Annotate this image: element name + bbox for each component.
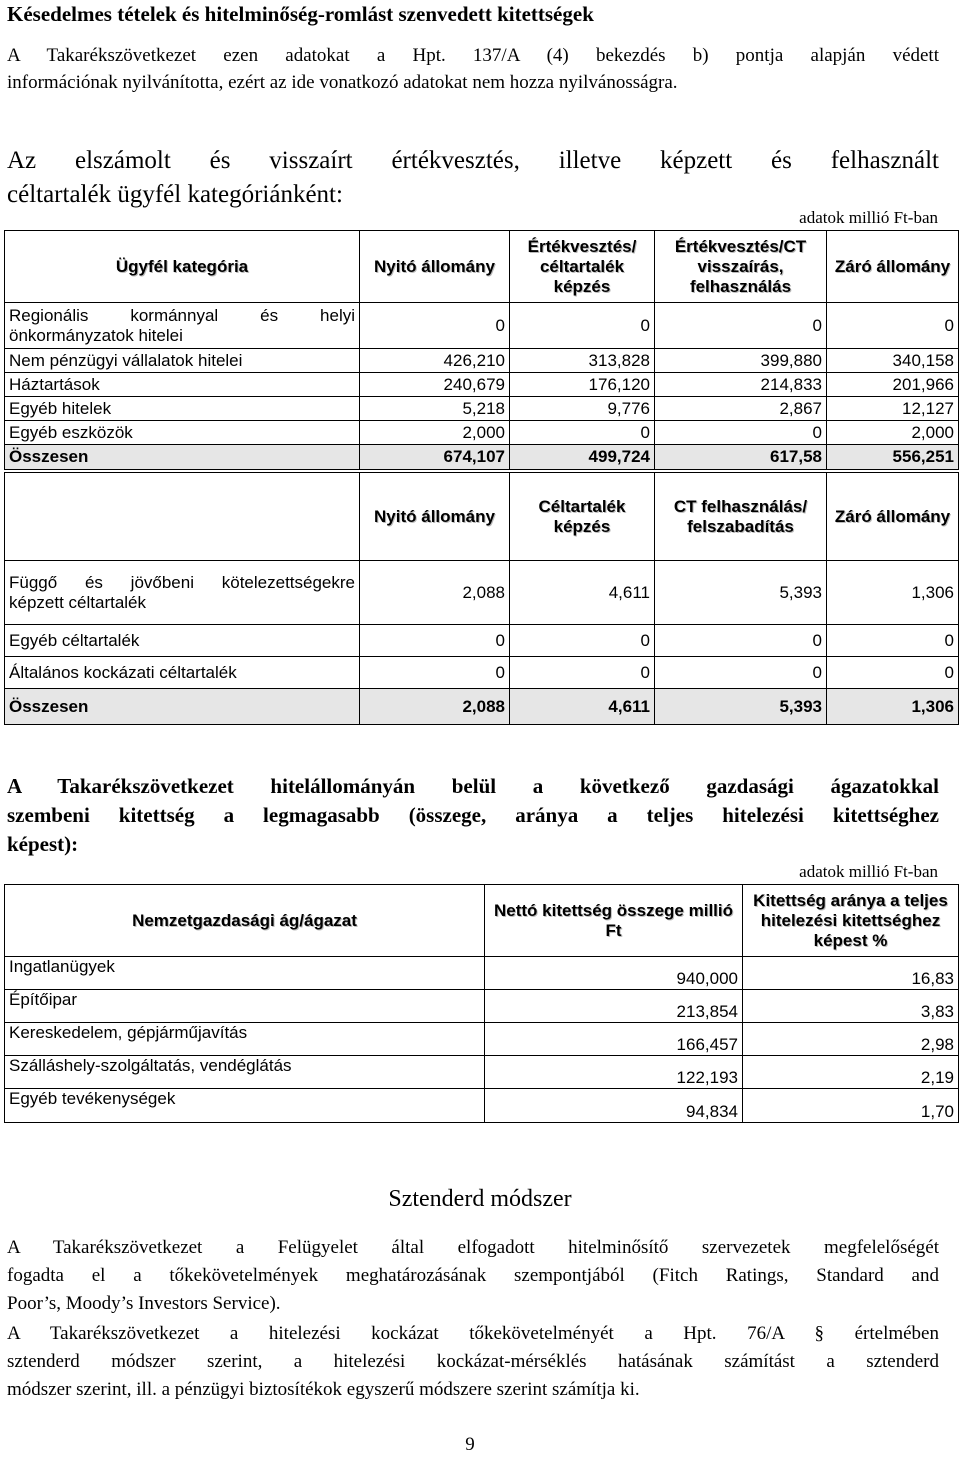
table-row [5,421,959,445]
row-label: Összesen [5,445,360,470]
table-row [5,957,959,990]
heading-line: szembeni kitettség a legmagasabb (összege, aránya a teljes hitelezési kitettséghez [7,803,939,827]
header-empty [5,473,360,561]
row-label: Egyéb tevékenységek [5,1089,485,1123]
heading-line: képest): [7,832,79,856]
cell-opening: 2,000 [360,421,510,445]
cell-net-exposure: 213,854 [485,990,743,1023]
cell-creation: 4,611 [510,561,655,625]
cell-creation: 0 [510,625,655,657]
paragraph-line: fogadta el a tőkekövetelmények meghatározásának szempontjából (Fitch Ratings, Standard and [7,1265,939,1286]
cell-creation: 0 [510,657,655,689]
table-row [5,657,959,689]
cell-release: 0 [655,657,827,689]
cell-closing: 201,966 [827,373,959,397]
cell-reversal: 0 [655,303,827,349]
label-line: képzett céltartalék [9,592,147,612]
row-label: Egyéb céltartalék [5,625,360,657]
row-label: Összesen [5,689,360,725]
table-row [5,1089,959,1123]
cell-closing: 340,158 [827,349,959,373]
cell-ratio: 1,70 [743,1089,959,1123]
cell-reversal: 0 [655,421,827,445]
total-row [5,689,959,725]
table-row [5,990,959,1023]
cell-closing: 2,000 [827,421,959,445]
row-label: Kereskedelem, gépjárműjavítás [5,1023,485,1056]
header-client-category: Ügyfél kategória [5,231,360,303]
cell-ratio: 3,83 [743,990,959,1023]
unit-note: adatok millió Ft-ban [799,862,938,881]
rating-agencies-paragraph [7,1234,939,1318]
cell-creation: 0 [510,303,655,349]
cell-net-exposure: 94,834 [485,1089,743,1123]
cell-reversal: 214,833 [655,373,827,397]
paragraph-line: A Takarékszövetkezet a hitelezési kockázat tőkekövetelményét a Hpt. 76/A § értelmében [7,1323,939,1344]
row-label: Építőipar [5,990,485,1023]
table-row [5,349,959,373]
row-label [5,303,360,349]
cell-closing: 0 [827,625,959,657]
heading-line: Az elszámolt és visszaírt értékvesztés, illetve képzett és felhasznált [7,147,939,174]
protected-info-paragraph [7,42,939,96]
row-label: Ingatlanügyek [5,957,485,990]
provision-table [4,472,959,725]
cell-opening: 0 [360,303,510,349]
cell-closing: 0 [827,303,959,349]
cell-net-exposure: 940,000 [485,957,743,990]
cell-creation: 313,828 [510,349,655,373]
header-closing: Záró állomány [827,473,959,561]
table-row [5,1056,959,1089]
cell-opening: 2,088 [360,561,510,625]
sector-exposure-heading [7,772,939,859]
table-row [5,561,959,625]
cell-closing: 556,251 [827,445,959,470]
table-row [5,1023,959,1056]
label-line: Függő és jövőbeni kötelezettségekre [9,572,355,592]
header-impairment-creation: Értékvesztés/ céltartalék képzés [510,231,655,303]
header-impairment-reversal: Értékvesztés/CT visszaírás, felhasználás [655,231,827,303]
row-label: Általános kockázati céltartalék [5,657,360,689]
row-label: Egyéb hitelek [5,397,360,421]
header-opening: Nyitó állomány [360,473,510,561]
row-label: Szálláshely-szolgáltatás, vendéglátás [5,1056,485,1089]
label-line: önkormányzatok hitelei [9,326,183,345]
cell-creation: 499,724 [510,445,655,470]
cell-opening: 0 [360,657,510,689]
page-number: 9 [465,1434,475,1455]
header-sector: Nemzetgazdasági ág/ágazat [5,885,485,957]
label-line: Regionális kormánnyal és helyi [9,306,355,325]
total-row [5,445,959,470]
impairment-heading [7,144,939,212]
table-row [5,303,959,349]
cell-reversal: 617,58 [655,445,827,470]
row-label: Nem pénzügyi vállalatok hitelei [5,349,360,373]
row-label: Egyéb eszközök [5,421,360,445]
paragraph-line: sztenderd módszer szerint, a hitelezési kockázat-mérséklés hatásának számítást a sztenderd [7,1351,939,1372]
paragraph-line: Poor’s, Moody’s Investors Service). [7,1293,281,1314]
heading-line: A Takarékszövetkezet hitelállományán belül a következő gazdasági ágazatokkal [7,774,939,798]
header-closing: Záró állomány [827,231,959,303]
unit-note: adatok millió Ft-ban [799,208,938,227]
heading-line: céltartalék ügyfél kategóriánként: [7,181,343,208]
cell-release: 0 [655,625,827,657]
cell-opening: 240,679 [360,373,510,397]
cell-release: 5,393 [655,689,827,725]
impairment-table [4,230,959,470]
cell-net-exposure: 166,457 [485,1023,743,1056]
paragraph-line: A Takarékszövetkezet a Felügyelet által elfogadott hitelminősítő szervezetek megfelelőségét [7,1237,939,1258]
capital-requirement-paragraph [7,1320,939,1404]
cell-closing: 12,127 [827,397,959,421]
cell-creation: 4,611 [510,689,655,725]
cell-net-exposure: 122,193 [485,1056,743,1089]
paragraph-line: módszer szerint, ill. a pénzügyi biztosítékok egyszerű módszere szerint számítja ki. [7,1379,640,1400]
cell-closing: 1,306 [827,689,959,725]
cell-ratio: 2,98 [743,1023,959,1056]
cell-ratio: 16,83 [743,957,959,990]
cell-closing: 1,306 [827,561,959,625]
cell-opening: 426,210 [360,349,510,373]
paragraph-line: információnak nyilvánította, ezért az ide vonatkozó adatokat nem hozza nyilvánosságra. [7,72,678,93]
sector-exposure-table [4,884,959,1123]
cell-closing: 0 [827,657,959,689]
header-provision-creation: Céltartalék képzés [510,473,655,561]
table-row [5,625,959,657]
table-row [5,373,959,397]
cell-opening: 5,218 [360,397,510,421]
cell-reversal: 2,867 [655,397,827,421]
standard-method-title: Sztenderd módszer [388,1186,572,1212]
cell-creation: 176,120 [510,373,655,397]
paragraph-line: A Takarékszövetkezet ezen adatokat a Hpt. 137/A (4) bekezdés b) pontja alapján védett [7,45,939,66]
cell-creation: 0 [510,421,655,445]
header-provision-release: CT felhasználás/ felszabadítás [655,473,827,561]
cell-reversal: 399,880 [655,349,827,373]
header-net-exposure: Nettó kitettség összege millió Ft [485,885,743,957]
header-opening: Nyitó állomány [360,231,510,303]
header-exposure-ratio: Kitettség aránya a teljes hitelezési kitettséghez képest % [743,885,959,957]
row-label: Háztartások [5,373,360,397]
cell-creation: 9,776 [510,397,655,421]
table-row [5,397,959,421]
cell-opening: 0 [360,625,510,657]
cell-opening: 2,088 [360,689,510,725]
cell-opening: 674,107 [360,445,510,470]
cell-release: 5,393 [655,561,827,625]
cell-ratio: 2,19 [743,1056,959,1089]
section-title-exposures: Késedelmes tételek és hitelminőség-romlást szenvedett kitettségek [7,2,594,26]
row-label [5,561,360,625]
